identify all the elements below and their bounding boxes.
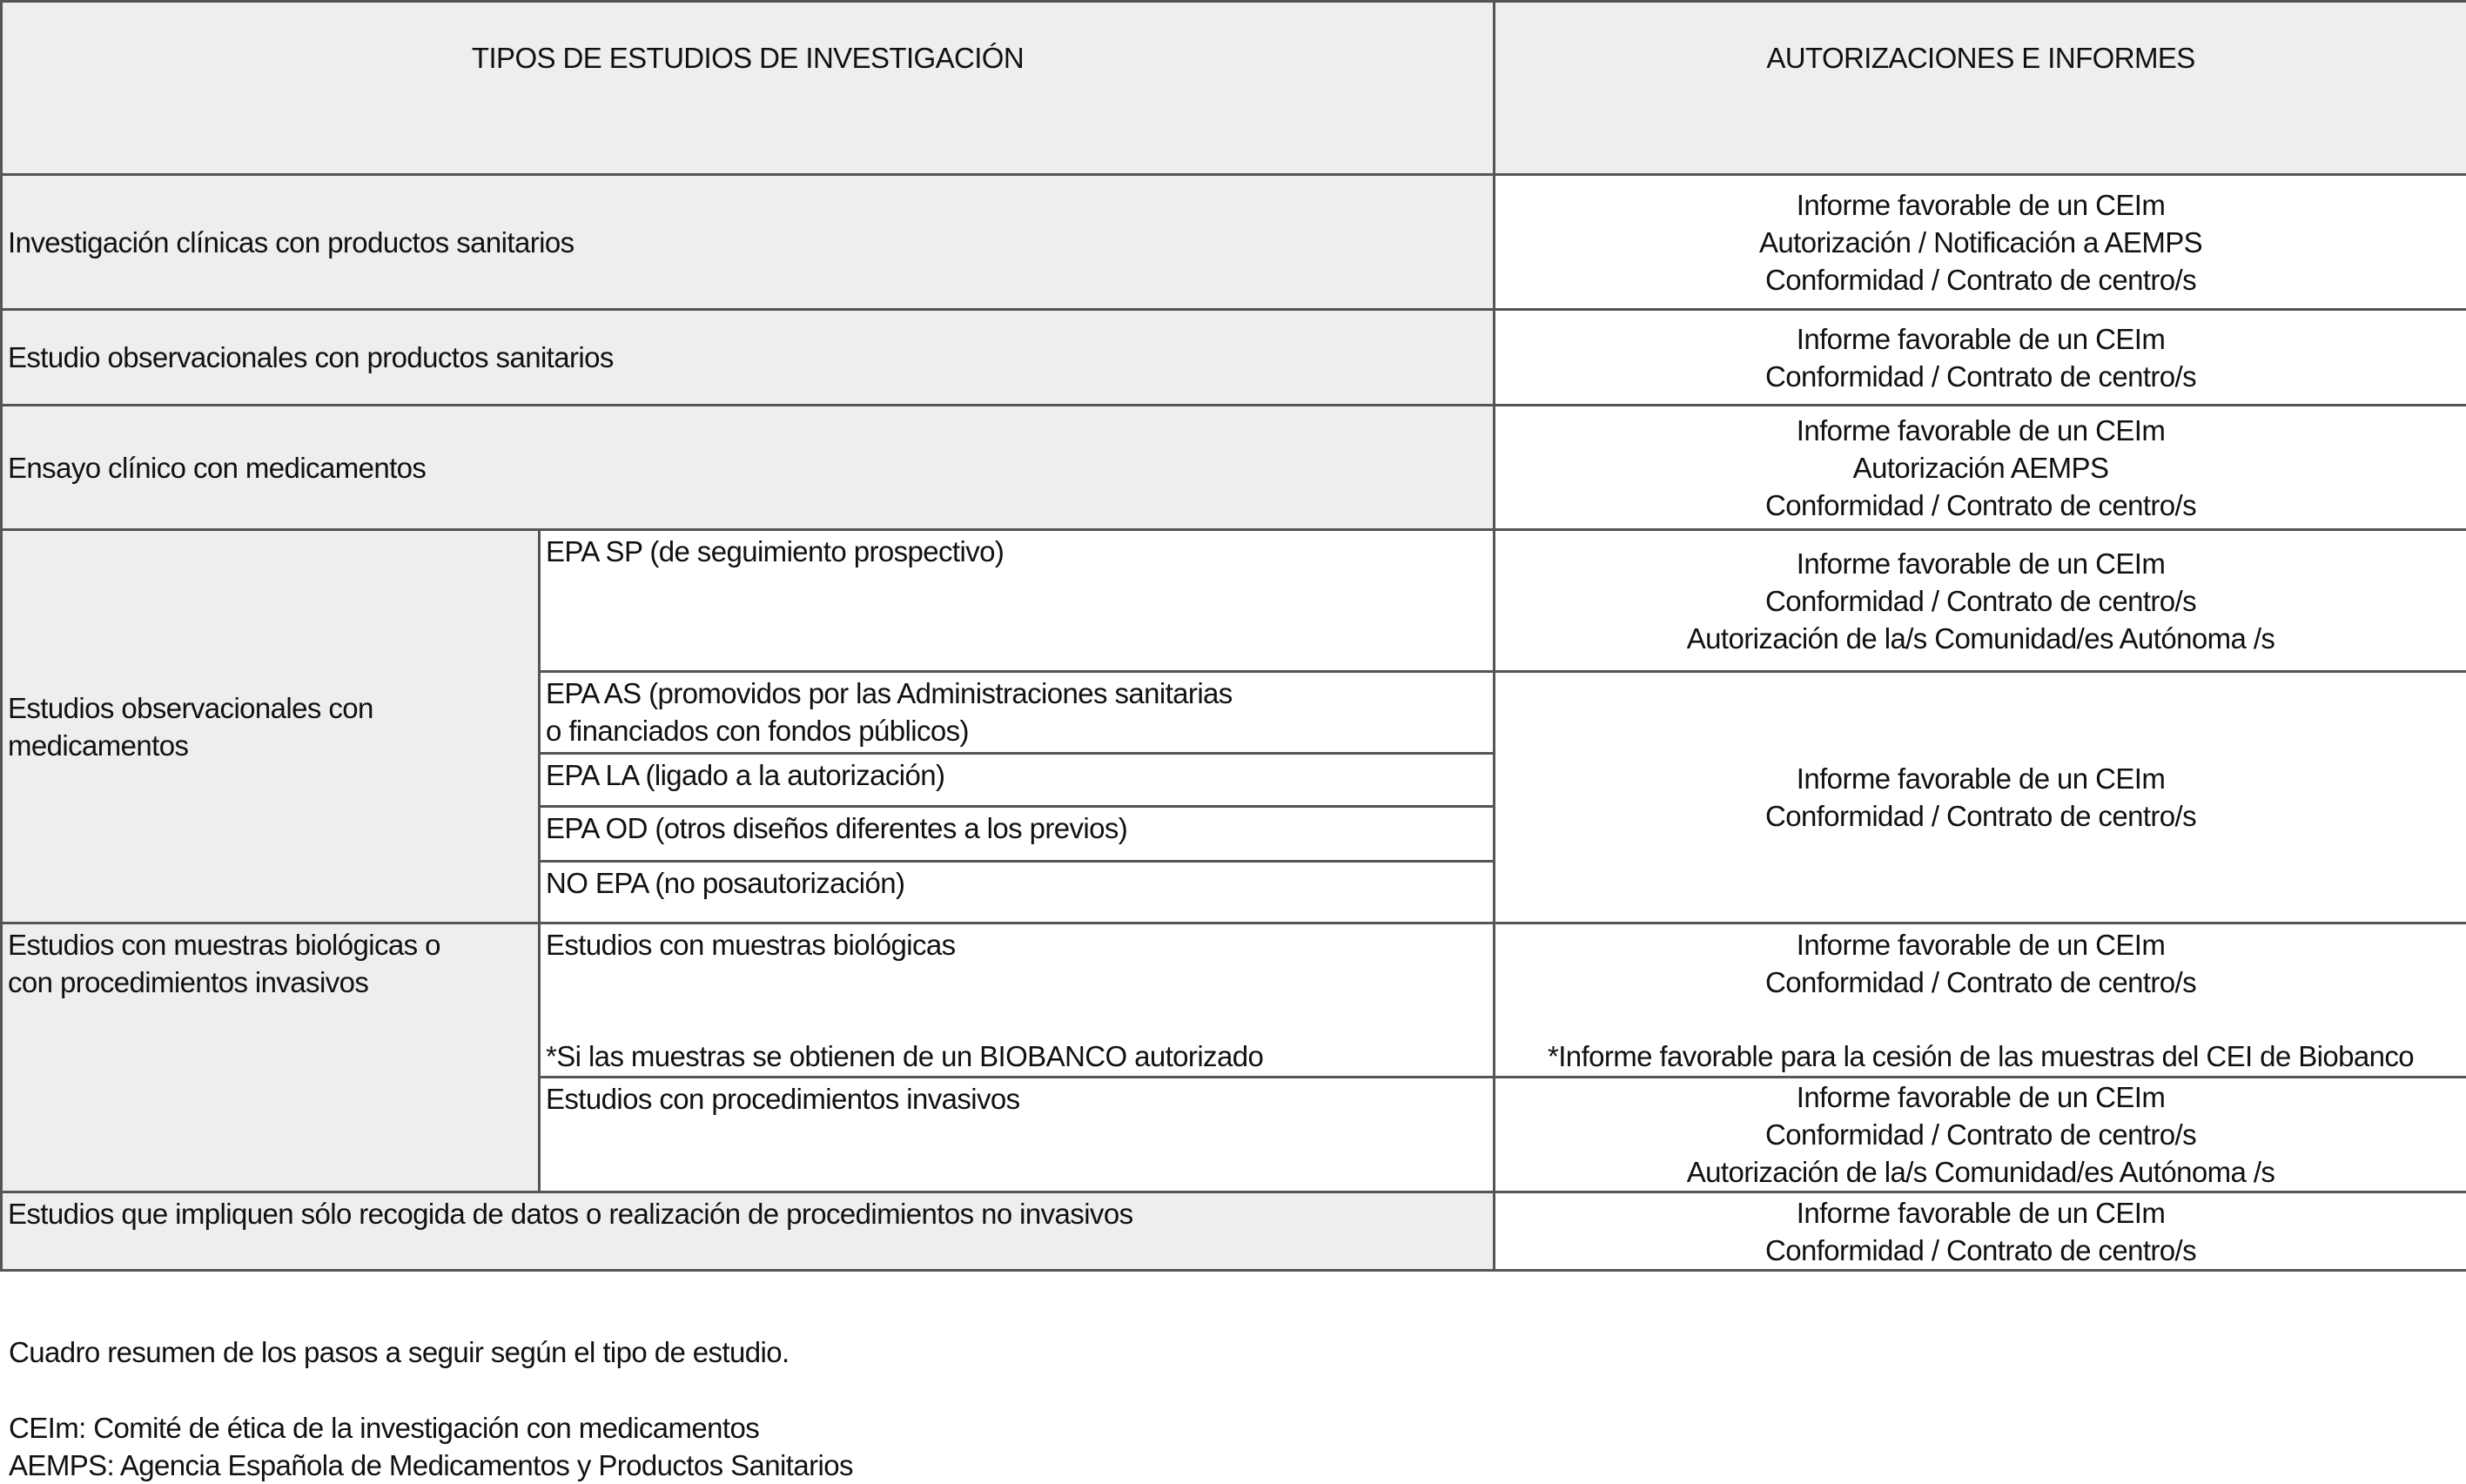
biobank-note: *Si las muestras se obtienen de un BIOBANCO autorizado xyxy=(546,1040,1264,1072)
epa-as-line: EPA AS (promovidos por las Administraciones sanitarias xyxy=(546,677,1233,709)
epa-sp: EPA SP (de seguimiento prospectivo) xyxy=(540,530,1495,672)
epa-sp-auth xyxy=(1495,530,2466,672)
abbreviation-ceim: CEIm: Comité de ética de la investigación con medicamentos xyxy=(9,1412,760,1444)
auth-line: Conformidad / Contrato de centro/s xyxy=(1764,1118,2197,1151)
row-data-only-type: Estudios que impliquen sólo recogida de datos o realización de procedimientos no invasivos xyxy=(2,1192,1495,1271)
auth-line: Informe favorable de un CEIm xyxy=(1796,413,2166,447)
auth-line: Informe favorable de un CEIm xyxy=(1796,762,2166,795)
epa-la: EPA LA (ligado a la autorización) xyxy=(540,754,1495,807)
auth-line: Informe favorable de un CEIm xyxy=(1796,929,2166,961)
abbreviation-aemps: AEMPS: Agencia Española de Medicamentos y Productos Sanitarios xyxy=(9,1449,853,1481)
header-study-types: TIPOS DE ESTUDIOS DE INVESTIGACIÓN xyxy=(2,2,1495,175)
type-line: con procedimientos invasivos xyxy=(8,966,369,998)
table-caption: Cuadro resumen de los pasos a seguir según el tipo de estudio. xyxy=(9,1336,790,1368)
epa-od: EPA OD (otros diseños diferentes a los previos) xyxy=(540,807,1495,862)
bio-samples-label: Estudios con muestras biológicas xyxy=(546,929,956,961)
auth-line: Informe favorable de un CEIm xyxy=(1796,1196,2166,1229)
auth-line: Informe favorable de un CEIm xyxy=(1796,322,2166,355)
auth-line: Informe favorable de un CEIm xyxy=(1796,1081,2166,1113)
row-obs-devices-type: Estudio observacionales con productos sanitarios xyxy=(2,310,1495,406)
auth-line: Conformidad / Contrato de centro/s xyxy=(1764,966,2197,998)
row-clinical-devices-type: Investigación clínicas con productos sanitarios xyxy=(2,175,1495,310)
biobank-auth-note: *Informe favorable para la cesión de las muestras del CEI de Biobanco xyxy=(1548,1040,2415,1072)
auth-line: Autorización de la/s Comunidad/es Autónoma /s xyxy=(1686,1156,2275,1188)
bio-samples-auth xyxy=(1495,923,2466,1078)
auth-line: Conformidad / Contrato de centro/s xyxy=(1764,359,2197,393)
type-line: Estudios con muestras biológicas o xyxy=(8,929,440,961)
auth-line: Conformidad / Contrato de centro/s xyxy=(1764,263,2197,296)
auth-line: Conformidad / Contrato de centro/s xyxy=(1764,800,2197,832)
row-bio-invasive-type xyxy=(2,923,540,1192)
epa-other-auth xyxy=(1495,672,2466,923)
header-authorizations: AUTORIZACIONES E INFORMES xyxy=(1495,2,2466,175)
auth-line: Informe favorable de un CEIm xyxy=(1796,547,2166,580)
no-epa: NO EPA (no posautorización) xyxy=(540,862,1495,923)
type-line: Estudios observacionales con xyxy=(8,691,373,724)
type-line: medicamentos xyxy=(8,729,189,762)
epa-as xyxy=(540,672,1495,754)
auth-line: Conformidad / Contrato de centro/s xyxy=(1764,1233,2197,1266)
auth-line: Conformidad / Contrato de centro/s xyxy=(1764,584,2197,617)
auth-line: Autorización de la/s Comunidad/es Autónoma /s xyxy=(1686,621,2275,655)
auth-line: Informe favorable de un CEIm xyxy=(1796,188,2166,221)
row-data-only-auth xyxy=(1495,1192,2466,1271)
row-clinical-devices-auth xyxy=(1495,175,2466,310)
auth-line: Conformidad / Contrato de centro/s xyxy=(1764,488,2197,521)
row-obs-medicines-type xyxy=(2,530,540,923)
epa-as-line: o financiados con fondos públicos) xyxy=(546,715,969,747)
invasive-auth xyxy=(1495,1078,2466,1192)
bio-samples xyxy=(540,923,1495,1078)
row-obs-devices-auth xyxy=(1495,310,2466,406)
auth-line: Autorización / Notificación a AEMPS xyxy=(1758,225,2203,259)
auth-line: Autorización AEMPS xyxy=(1852,451,2109,484)
row-clinical-trial-auth xyxy=(1495,406,2466,530)
invasive-procedures: Estudios con procedimientos invasivos xyxy=(540,1078,1495,1192)
row-clinical-trial-type: Ensayo clínico con medicamentos xyxy=(2,406,1495,530)
